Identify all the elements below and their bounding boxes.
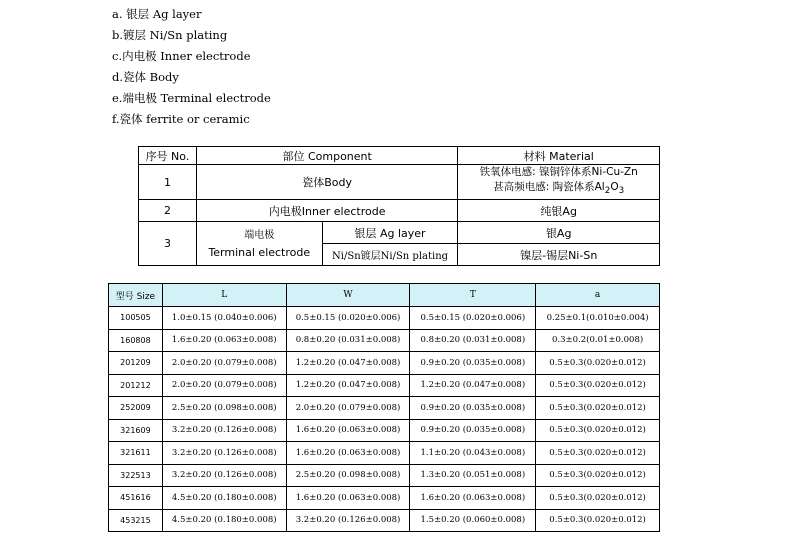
cell-W: 0.8±0.20 (0.031±0.008)	[286, 329, 410, 352]
cell-W: 1.6±0.20 (0.063±0.008)	[286, 419, 410, 442]
header-material: 材料 Material	[458, 147, 660, 165]
cell-a: 0.5±0.3(0.020±0.012)	[536, 509, 660, 532]
row3-no: 3	[139, 222, 197, 266]
cell-W: 1.2±0.20 (0.047±0.008)	[286, 374, 410, 397]
row3-component	[196, 222, 322, 266]
cell-T: 1.2±0.20 (0.047±0.008)	[410, 374, 536, 397]
table-row	[109, 329, 660, 352]
cell-L: 1.6±0.20 (0.063±0.008)	[162, 329, 286, 352]
cell-W: 1.2±0.20 (0.047±0.008)	[286, 352, 410, 375]
cell-size: 252009	[109, 397, 163, 420]
legend-item-f: f.瓷体 ferrite or ceramic	[112, 112, 250, 126]
cell-W: 1.6±0.20 (0.063±0.008)	[286, 442, 410, 465]
cell-a: 0.5±0.3(0.020±0.012)	[536, 397, 660, 420]
header-T: T	[410, 284, 536, 307]
cell-L: 3.2±0.20 (0.126±0.008)	[162, 419, 286, 442]
table-row	[109, 397, 660, 420]
cell-W: 2.5±0.20 (0.098±0.008)	[286, 464, 410, 487]
cell-T: 0.8±0.20 (0.031±0.008)	[410, 329, 536, 352]
table-row	[109, 352, 660, 375]
cell-size: 100505	[109, 307, 163, 330]
cell-L: 3.2±0.20 (0.126±0.008)	[162, 464, 286, 487]
cell-T: 1.1±0.20 (0.043±0.008)	[410, 442, 536, 465]
cell-a: 0.5±0.3(0.020±0.012)	[536, 487, 660, 510]
cell-a: 0.5±0.3(0.020±0.012)	[536, 419, 660, 442]
header-no: 序号 No.	[139, 147, 197, 165]
row2-no: 2	[139, 200, 197, 222]
header-W: W	[286, 284, 410, 307]
cell-a: 0.3±0.2(0.01±0.008)	[536, 329, 660, 352]
cell-L: 4.5±0.20 (0.180±0.008)	[162, 487, 286, 510]
cell-size: 321611	[109, 442, 163, 465]
cell-a: 0.25±0.1(0.010±0.004)	[536, 307, 660, 330]
legend-item-a: a. 银层 Ag layer	[112, 7, 202, 21]
table-row	[109, 464, 660, 487]
cell-T: 1.6±0.20 (0.063±0.008)	[410, 487, 536, 510]
cell-L: 2.0±0.20 (0.079±0.008)	[162, 352, 286, 375]
header-size: 型号 Size	[109, 284, 163, 307]
legend-item-c: c.内电极 Inner electrode	[112, 49, 251, 63]
table-row	[109, 509, 660, 532]
header-component: 部位 Component	[196, 147, 458, 165]
cell-a: 0.5±0.3(0.020±0.012)	[536, 442, 660, 465]
cell-T: 0.9±0.20 (0.035±0.008)	[410, 397, 536, 420]
table-row	[109, 419, 660, 442]
cell-a: 0.5±0.3(0.020±0.012)	[536, 374, 660, 397]
cell-size: 322513	[109, 464, 163, 487]
cell-L: 4.5±0.20 (0.180±0.008)	[162, 509, 286, 532]
row2-component: 内电极Inner electrode	[196, 200, 458, 222]
row1-material-line2: 甚高频电感: 陶瓷体系$Al_2O_3$	[493, 181, 625, 197]
cell-W: 3.2±0.20 (0.126±0.008)	[286, 509, 410, 532]
row2-material: 纯银Ag	[458, 200, 660, 222]
row1-material	[458, 165, 660, 200]
row1-no: 1	[139, 165, 197, 200]
dimension-table	[108, 283, 660, 532]
cell-T: 0.5±0.15 (0.020±0.006)	[410, 307, 536, 330]
cell-W: 1.6±0.20 (0.063±0.008)	[286, 487, 410, 510]
legend-item-d: d.瓷体 Body	[112, 70, 179, 84]
row3-sub-b-material: 镍层-锡层Ni-Sn	[458, 244, 660, 266]
cell-T: 0.9±0.20 (0.035±0.008)	[410, 352, 536, 375]
cell-size: 451616	[109, 487, 163, 510]
cell-T: 0.9±0.20 (0.035±0.008)	[410, 419, 536, 442]
cell-T: 1.5±0.20 (0.060±0.008)	[410, 509, 536, 532]
row3-component-zh: 端电极	[244, 229, 275, 241]
row3-component-en: Terminal electrode	[208, 245, 311, 259]
cell-size: 201209	[109, 352, 163, 375]
row1-material-line1: 铁氧体电感: 镍铜锌体系Ni-Cu-Zn	[479, 166, 638, 178]
header-a: a	[536, 284, 660, 307]
legend	[112, 4, 271, 130]
cell-L: 2.5±0.20 (0.098±0.008)	[162, 397, 286, 420]
legend-item-e: e.端电极 Terminal electrode	[112, 91, 271, 105]
row3-sub-a: 银层 Ag layer	[322, 222, 458, 244]
cell-size: 201212	[109, 374, 163, 397]
legend-item-b: b.镀层 Ni/Sn plating	[112, 28, 228, 42]
table-row	[109, 487, 660, 510]
row3-sub-a-material: 银Ag	[458, 222, 660, 244]
cell-a: 0.5±0.3(0.020±0.012)	[536, 352, 660, 375]
cell-a: 0.5±0.3(0.020±0.012)	[536, 464, 660, 487]
row1-component: 瓷体Body	[196, 165, 458, 200]
table-row	[109, 442, 660, 465]
header-L: L	[162, 284, 286, 307]
cell-W: 0.5±0.15 (0.020±0.006)	[286, 307, 410, 330]
table-row	[109, 374, 660, 397]
cell-L: 3.2±0.20 (0.126±0.008)	[162, 442, 286, 465]
cell-L: 2.0±0.20 (0.079±0.008)	[162, 374, 286, 397]
cell-size: 453215	[109, 509, 163, 532]
cell-L: 1.0±0.15 (0.040±0.006)	[162, 307, 286, 330]
table-row	[109, 307, 660, 330]
cell-size: 160808	[109, 329, 163, 352]
cell-T: 1.3±0.20 (0.051±0.008)	[410, 464, 536, 487]
cell-W: 2.0±0.20 (0.079±0.008)	[286, 397, 410, 420]
component-table	[138, 146, 660, 266]
row3-sub-b: Ni/Sn镀层Ni/Sn plating	[322, 244, 458, 266]
cell-size: 321609	[109, 419, 163, 442]
